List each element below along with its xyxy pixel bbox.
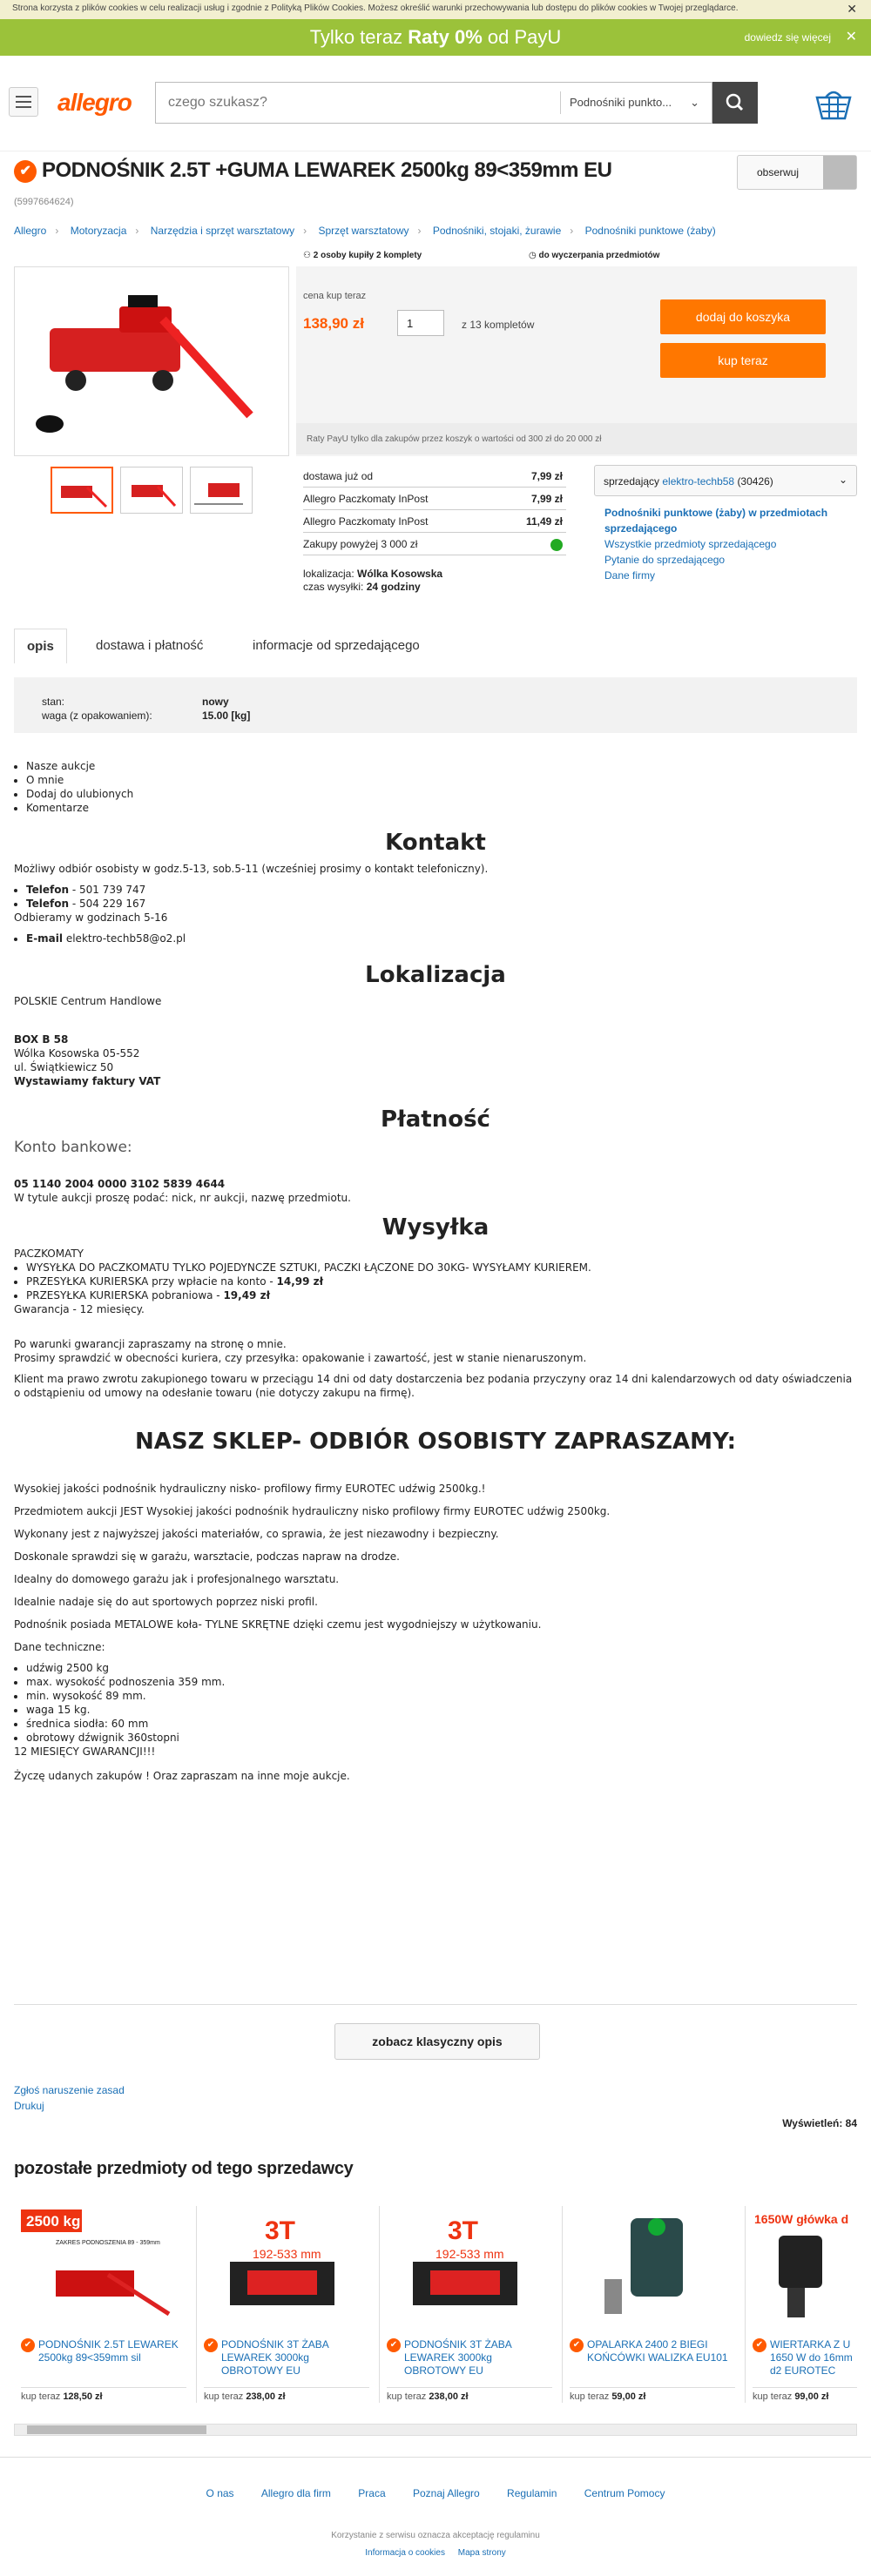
seller-menu — [14, 759, 857, 815]
thumbnail[interactable] — [120, 467, 183, 514]
search-icon — [712, 82, 758, 124]
desc-para: Idealnie nadaje się do aut sportowych poprzez niski profil. — [14, 1596, 318, 1608]
thumbnail[interactable] — [190, 467, 253, 514]
views-count: Wyświetleń: 84 — [782, 2117, 857, 2129]
price: 138,90 zł — [303, 315, 364, 332]
bank-note: W tytule aukcji proszę podać: nick, nr aukcji, nazwę przedmiotu. — [14, 1192, 351, 1204]
smart-icon — [550, 539, 563, 551]
breadcrumb-item[interactable]: Narzędzia i sprzęt warsztatowy — [150, 225, 295, 237]
other-items-title: pozostałe przedmioty od tego sprzedawcy — [14, 2159, 354, 2178]
tech-item: • max. wysokość podnoszenia 359 mm. — [26, 1675, 857, 1689]
phone-1: 501 739 747 — [78, 884, 146, 896]
item-id: (5997664624) — [14, 197, 74, 207]
print-link[interactable]: Drukuj — [14, 2100, 44, 2112]
loc-line: Wystawiamy faktury VAT — [14, 1075, 161, 1087]
sitemap-link[interactable]: Mapa strony — [457, 2548, 506, 2558]
email-item: • E-mail elektro-techb58@o2.pl — [26, 932, 857, 945]
seller-category-link[interactable]: Podnośniki punktowe (żaby) w przedmiotach sprzedającego — [604, 507, 828, 535]
watch-button[interactable] — [737, 155, 857, 190]
param-value: nowy — [202, 696, 229, 708]
search-box — [155, 82, 712, 124]
buyers-text: 2 osoby kupiły 2 komplety — [313, 251, 422, 260]
seller-name-link[interactable]: elektro-techb58 — [662, 475, 735, 488]
tech-item: • obrotowy dźwignik 360stopni — [26, 1731, 857, 1745]
seller-all-items-link[interactable]: Wszystkie przedmioty sprzedającego — [604, 538, 777, 550]
desc-para: Idealny do domowego garażu jak i profesjonalnego warsztatu. — [14, 1573, 340, 1585]
item-title — [14, 158, 612, 183]
tech-item: • średnica siodła: 60 mm — [26, 1717, 857, 1731]
svg-text:1650W główka d: 1650W główka d — [754, 2212, 849, 2226]
kontakt-intro: Możliwy odbiór osobisty w godz.5-13, sob.5-11 (wcześniej prosimy o kontakt telefoniczny). — [14, 863, 489, 875]
chevron-down-icon: ⌄ — [690, 96, 699, 109]
seller-rating: (30426) — [737, 475, 773, 488]
desc-para: Wysokiej jakości podnośnik hydrauliczny nisko- profilowy firmy EUROTEC udźwig 2500kg.! — [14, 1483, 486, 1495]
shipping-value: 7,99 zł — [530, 493, 563, 505]
other-item-card[interactable] — [14, 2206, 197, 2403]
search-category-select[interactable] — [560, 91, 708, 114]
item-parameters — [14, 677, 857, 733]
other-item-name[interactable]: ✔ OPALARKA 2400 2 BIEGI KOŃCÓWKI WALIZKA EU101 — [570, 2338, 735, 2364]
carousel-scrollbar[interactable] — [14, 2424, 857, 2436]
breadcrumb-item[interactable]: Sprzęt warsztatowy — [318, 225, 409, 237]
shipping-row — [303, 465, 566, 488]
report-links — [14, 2082, 125, 2114]
shipping-label: Zakupy powyżej 3 000 zł — [303, 538, 418, 550]
clock-icon: ◷ — [529, 251, 537, 260]
scrollbar-thumb[interactable] — [27, 2425, 206, 2434]
desc-para: Przedmiotem aukcji JEST Wysokiej jakości podnośnik hydrauliczny nisko profilowy firmy EUROTEC udźwig 2500kg. — [14, 1505, 611, 1517]
promo-lead: Tylko teraz — [309, 26, 408, 48]
ship-item: • PRZESYŁKA KURIERSKA przy wpłacie na konto - 14,99 zł — [26, 1275, 857, 1288]
phone-item: • Telefon - 501 739 747 — [26, 883, 857, 897]
heading-kontakt: Kontakt — [385, 830, 486, 856]
heading-platnosc: Płatność — [381, 1106, 490, 1133]
phone-2: 504 229 167 — [78, 898, 146, 910]
tech-item: • udźwig 2500 kg — [26, 1661, 857, 1675]
cart-icon[interactable] — [814, 87, 854, 122]
cookies-info-link[interactable]: Informacja o cookies — [365, 2548, 445, 2558]
svg-text:192-533 mm: 192-533 mm — [436, 2247, 504, 2261]
seller-label: sprzedający — [604, 475, 660, 488]
ship-item: • PRZESYŁKA KURIERSKA pobraniowa - 19,49 zł — [26, 1288, 857, 1302]
super-seller-check-icon: ✔ — [204, 2338, 218, 2352]
tab-delivery[interactable]: dostawa i płatność — [96, 638, 204, 653]
ask-seller-link[interactable]: Pytanie do sprzedającego — [604, 554, 726, 566]
item-title-text: PODNOŚNIK 2.5T +GUMA LEWAREK 2500kg 89<359mm EU — [42, 158, 612, 182]
shipping-label: Allegro Paczkomaty InPost — [303, 515, 429, 528]
heading-wysylka: Wysyłka — [381, 1214, 490, 1241]
until-text: do wyczerpania przedmiotów — [538, 251, 660, 260]
bank-number: 05 1140 2004 0000 3102 5839 4644 — [14, 1178, 226, 1190]
description-tabs — [14, 629, 857, 663]
location-value: Wólka Kosowska — [357, 568, 443, 580]
promo-tail: od PayU — [482, 26, 562, 48]
cookie-close-icon[interactable]: ✕ — [847, 2, 857, 16]
footer-link[interactable]: Regulamin — [507, 2487, 557, 2499]
other-item-image[interactable] — [570, 2209, 726, 2323]
quantity-input[interactable]: 1 — [397, 310, 444, 336]
tech-item: • waga 15 kg. — [26, 1703, 857, 1717]
heading-lokalizacja: Lokalizacja — [365, 962, 506, 988]
footer-links — [0, 2487, 871, 2499]
other-item-name[interactable]: ✔ PODNOŚNIK 3T ŻABA LEWAREK 3000kg OBROTOWY EU — [387, 2338, 552, 2378]
super-seller-check-icon: ✔ — [387, 2338, 401, 2352]
site-footer — [0, 2457, 871, 2576]
ship-item: • WYSYŁKA DO PACZKOMATU TYLKO POJEDYNCZE SZTUKI, PACZKI ŁĄCZONE DO 30KG- WYSYŁAMY KURIEREM. — [26, 1261, 857, 1275]
shipping-row — [303, 533, 566, 555]
other-item-card[interactable] — [380, 2206, 563, 2403]
shipping-info — [303, 465, 566, 594]
shipping-label: Allegro Paczkomaty InPost — [303, 493, 429, 505]
shipping-value: 11,49 zł — [525, 515, 563, 528]
desc-para: Życzę udanych zakupów ! Oraz zapraszam na inne moje aukcje. — [14, 1770, 350, 1782]
menu-item[interactable]: • Nasze aukcje — [26, 759, 857, 773]
footer-link[interactable]: O nas — [206, 2487, 234, 2499]
chevron-down-icon: ⌄ — [838, 474, 847, 486]
main-product-image[interactable] — [14, 266, 289, 456]
svg-text:192-533 mm: 192-533 mm — [253, 2247, 321, 2261]
footer-link[interactable]: Praca — [358, 2487, 386, 2499]
site-header — [0, 56, 871, 151]
time-value: 24 godziny — [366, 581, 421, 593]
warranty-note: Po warunki gwarancji zapraszamy na stronę o mnie. — [14, 1338, 287, 1350]
menu-item[interactable]: • Komentarze — [26, 801, 857, 815]
menu-item[interactable]: • Dodaj do ulubionych — [26, 787, 857, 801]
report-violation-link[interactable]: Zgłoś naruszenie zasad — [14, 2084, 125, 2096]
buyers-icon: ⚇ — [303, 251, 311, 260]
loc-line: POLSKIE Centrum Handlowe — [14, 995, 162, 1007]
breadcrumb-item[interactable]: Allegro — [14, 225, 47, 237]
other-item-name[interactable]: ✔ PODNOŚNIK 2.5T LEWAREK 2500kg 89<359mm sil — [21, 2338, 186, 2364]
return-note: Klient ma prawo zwrotu zakupionego towaru w przeciągu 14 dni od daty dostarczenia bez podania przyczyny oraz 14 dni kalendarzowych od daty oświadczenia o odstąpieniu od umowy na odesłanie towaru (nie dotyczy zakupu na firmę). — [14, 1373, 853, 1399]
footer-note: Korzystanie z serwisu oznacza akceptację regulaminu — [331, 2531, 540, 2540]
divider — [14, 2004, 857, 2005]
other-item-name[interactable]: ✔ PODNOŚNIK 3T ŻABA LEWAREK 3000kg OBROTOWY EU — [204, 2338, 369, 2378]
available-count: z 13 kompletów — [462, 319, 535, 331]
menu-item[interactable]: • O mnie — [26, 773, 857, 787]
tech-item: • min. wysokość 89 mm. — [26, 1689, 857, 1703]
desc-para: 12 MIESIĘCY GWARANCJI!!! — [14, 1745, 156, 1758]
cookie-banner — [0, 0, 871, 19]
param-key: waga (z opakowaniem): — [42, 710, 152, 722]
desc-para: Podnośnik posiada METALOWE koła- TYLNE SKRĘTNE dzięki czemu jest wygodniejszy w użytkowaniu. — [14, 1618, 542, 1631]
super-seller-check-icon: ✔ — [14, 160, 37, 183]
heading-shop: NASZ SKLEP- ODBIÓR OSOBISTY ZAPRASZAMY: — [135, 1429, 736, 1455]
location-info — [303, 568, 566, 594]
add-to-cart-button[interactable]: dodaj do koszyka — [660, 299, 826, 334]
bank-label: Konto bankowe: — [14, 1139, 132, 1156]
ship-line: PACZKOMATY — [14, 1248, 84, 1260]
svg-text:3T: 3T — [265, 2216, 296, 2245]
footer-link[interactable]: Allegro dla firm — [260, 2487, 331, 2499]
watch-label: obserwuj — [757, 166, 800, 178]
super-seller-check-icon: ✔ — [570, 2338, 584, 2352]
search-category-value: Podnośniki punkto... — [570, 96, 672, 109]
svg-text:ZAKRES PODNOSZENIA 89 - 359mm: ZAKRES PODNOSZENIA 89 - 359mm — [56, 2240, 160, 2246]
other-item-price: kup teraz 238,00 zł — [387, 2387, 552, 2402]
param-key: stan: — [42, 696, 65, 708]
warranty: Gwarancja - 12 miesięcy. — [14, 1303, 145, 1315]
loc-line: ul. Świątkiewicz 50 — [14, 1061, 114, 1073]
promo-close-icon[interactable]: ✕ — [845, 30, 857, 44]
desc-para: Doskonale sprawdzi się w garażu, warsztacie, podczas napraw na drodze. — [14, 1550, 400, 1563]
buy-now-button[interactable]: kup teraz — [660, 343, 826, 378]
footer-bottom-links — [0, 2548, 871, 2558]
breadcrumb-item[interactable]: Podnośniki, stojaki, żurawie — [432, 225, 562, 237]
other-item-price: kup teraz 238,00 zł — [204, 2387, 369, 2402]
desc-para: Dane techniczne: — [14, 1641, 105, 1653]
shipping-label: dostawa już od — [303, 470, 374, 482]
price-label: cena kup teraz — [303, 291, 367, 301]
seller-box[interactable] — [594, 465, 857, 496]
super-seller-check-icon: ✔ — [753, 2338, 766, 2352]
company-data-link[interactable]: Dane firmy — [604, 569, 656, 582]
svg-text:2500 kg: 2500 kg — [26, 2213, 81, 2230]
search-button[interactable] — [712, 82, 758, 124]
menu-icon[interactable] — [9, 87, 38, 117]
loc-line: Wólka Kosowska 05-552 — [14, 1047, 140, 1059]
watch-dropdown-icon[interactable] — [823, 156, 856, 189]
loc-line: BOX B 58 — [14, 1033, 69, 1046]
item-description — [14, 759, 857, 1783]
promo-bar — [0, 19, 871, 56]
thumbnail[interactable] — [51, 467, 113, 514]
other-item-card[interactable] — [563, 2206, 746, 2403]
svg-text:3T: 3T — [448, 2216, 479, 2245]
other-item-price: kup teraz 128,50 zł — [21, 2387, 186, 2402]
tab-description[interactable]: opis — [14, 629, 67, 663]
search-input[interactable] — [156, 83, 557, 123]
other-item-image[interactable] — [753, 2209, 857, 2323]
breadcrumb-item[interactable]: Motoryzacja — [70, 225, 127, 237]
cookie-text: Strona korzysta z plików cookies w celu realizacji usług i zgodnie z Polityką Plików Cookies. Możesz określić warunki przechowywania lub dostępu do plików cookies w Twojej przeglądarce. — [12, 3, 739, 13]
other-item-image[interactable] — [21, 2209, 178, 2323]
shipping-row — [303, 488, 566, 510]
classic-description-button[interactable]: zobacz klasyczny opis — [334, 2023, 540, 2060]
breadcrumb-item[interactable]: Podnośniki punktowe (żaby) — [584, 225, 716, 237]
tab-seller-info[interactable]: informacje od sprzedającego — [253, 638, 420, 653]
sales-stats — [303, 251, 659, 260]
other-item-card[interactable] — [746, 2206, 857, 2403]
other-item-price: kup teraz 99,00 zł — [753, 2387, 857, 2402]
raty-info: Raty PayU tylko dla zakupów przez koszyk o wartości od 300 zł do 20 000 zł — [296, 423, 857, 454]
email-value: elektro-techb58@o2.pl — [65, 932, 186, 945]
time-label: czas wysyłki: — [303, 581, 364, 593]
phone-item: • Telefon - 504 229 167 — [26, 897, 857, 911]
other-item-image[interactable] — [387, 2209, 544, 2323]
super-seller-check-icon: ✔ — [21, 2338, 35, 2352]
other-item-price: kup teraz 59,00 zł — [570, 2387, 735, 2402]
shipping-row — [303, 510, 566, 533]
location-label: lokalizacja: — [303, 568, 354, 580]
other-item-image[interactable] — [204, 2209, 361, 2323]
breadcrumb: Allegro › Motoryzacja › Narzędzia i sprzęt warsztatowy › Sprzęt warsztatowy › Podnośniki, stojaki, żurawie › Podnośniki punktowe (żaby) — [14, 225, 716, 237]
pickup-hours: Odbieramy w godzinach 5-16 — [14, 911, 168, 924]
other-item-card[interactable] — [197, 2206, 380, 2403]
seller-links — [604, 505, 857, 583]
shipping-value: 7,99 zł — [530, 470, 563, 482]
allegro-logo[interactable]: allegro — [57, 89, 132, 116]
param-value: 15.00 [kg] — [202, 710, 251, 722]
promo-more-link[interactable]: dowiedz się więcej — [744, 31, 831, 44]
other-item-name[interactable]: ✔ WIERTARKA Z U 1650 W do 16mm d2 EUROTEC — [753, 2338, 857, 2378]
jack-image — [15, 267, 290, 457]
footer-link[interactable]: Centrum Pomocy — [584, 2487, 665, 2499]
warranty-note: Prosimy sprawdzić w obecności kuriera, czy przesyłka: opakowanie i zawartość, jest w stanie nienaruszonym. — [14, 1352, 587, 1364]
footer-link[interactable]: Poznaj Allegro — [412, 2487, 480, 2499]
desc-para: Wykonany jest z najwyższej jakości materiałów, co sprawia, że jest niezawodny i bezpieczny. — [14, 1528, 499, 1540]
promo-bold: Raty 0% — [408, 26, 483, 48]
